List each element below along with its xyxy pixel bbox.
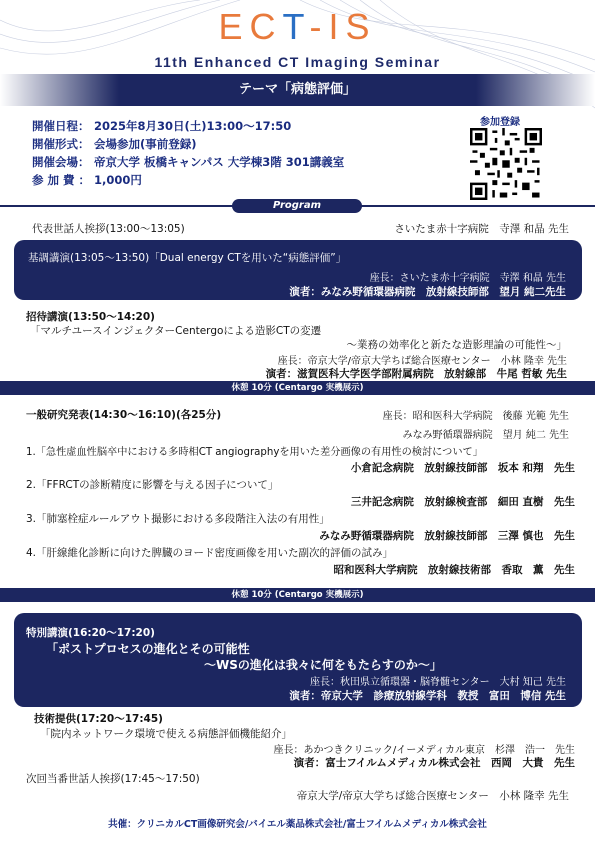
talk-1-title: 1.「急性虚血性脳卒中における多時相CT angiographyを用いた差分画像の有用性の検討について」 bbox=[26, 447, 483, 458]
invited-title: 招待講演(13:50〜14:20) bbox=[26, 311, 155, 323]
tech-chair: 座長：あかつきクリニック/イーメディカル東京 杉澤 浩一 先生 bbox=[273, 745, 575, 756]
invited-chair: 座長：帝京大学/帝京大学ちば総合医療センター 小林 隆幸 先生 bbox=[277, 356, 567, 367]
opening-title: 代表世話人挨拶(13:00〜13:05) bbox=[32, 223, 185, 235]
special-line1: 「ポストプロセスの進化とその可能性 bbox=[46, 642, 250, 656]
closing-speaker: 帝京大学/帝京大学ちば総合医療センター 小林 隆幸 先生 bbox=[296, 790, 569, 802]
theme-banner bbox=[0, 74, 595, 106]
keynote-speaker: 演者：みなみ野循環器病院 放射線技師部 望月 純二先生 bbox=[289, 286, 566, 298]
special-box bbox=[14, 613, 582, 707]
special-title: 特別講演(16:20〜17:20) bbox=[26, 627, 155, 639]
closing-title: 次回当番世話人挨拶(17:45〜17:50) bbox=[26, 773, 200, 785]
info-date: 開催日程： 2025年8月30日(土)13:00〜17:50 bbox=[32, 119, 292, 133]
qr-label: 参加登録 bbox=[480, 117, 520, 128]
break-1: 休憩 10分 (Centargo 実機展示) bbox=[0, 381, 595, 395]
event-info bbox=[32, 117, 344, 189]
opening-speaker: さいたま赤十字病院 寺澤 和晶 先生 bbox=[394, 223, 569, 235]
registration-qr-code[interactable] bbox=[470, 128, 542, 200]
invited-line2: 〜業務の効率化と新たな造影理論の可能性〜」 bbox=[346, 339, 567, 351]
general-title: 一般研究発表(14:30〜16:10)(各25分) bbox=[26, 409, 222, 421]
talk-2-speaker: 三井記念病院 放射線検査部 細田 直樹 先生 bbox=[350, 496, 575, 508]
special-line2: 〜WSの進化は我々に何をもたらすのか〜」 bbox=[204, 658, 442, 672]
special-speaker: 演者：帝京大学 診療放射線学科 教授 富田 博信 先生 bbox=[289, 690, 566, 702]
talk-1-speaker: 小倉記念病院 放射線技師部 坂本 和翔 先生 bbox=[350, 462, 575, 474]
keynote-chair: 座長：さいたま赤十字病院 寺澤 和晶 先生 bbox=[369, 273, 566, 284]
info-fee: 参 加 費 ： 1,000円 bbox=[32, 173, 142, 187]
talk-3-speaker: みなみ野循環器病院 放射線技師部 三澤 慎也 先生 bbox=[319, 530, 575, 542]
tech-speaker: 演者：富士フイルムメディカル株式会社 西岡 大貴 先生 bbox=[293, 757, 575, 769]
break-2: 休憩 10分 (Centargo 実機展示) bbox=[0, 588, 595, 602]
tech-line1: 「院内ネットワーク環境で使える病態評価機能紹介」 bbox=[40, 728, 292, 740]
seminar-subtitle: 11th Enhanced CT Imaging Seminar bbox=[154, 54, 441, 70]
program-divider bbox=[0, 199, 595, 213]
co-organizers: 共催：クリニカルCT画像研究会/バイエル薬品株式会社/富士フイルムメディカル株式会社 bbox=[108, 819, 487, 830]
special-chair: 座長：秋田県立循環器・脳脊髄センター 大村 知己 先生 bbox=[310, 677, 566, 688]
theme-title: テーマ「病態評価」 bbox=[238, 82, 356, 97]
talk-2-title: 2.「FFRCTの診断精度に影響を与える因子について」 bbox=[26, 479, 279, 491]
general-chair1: 座長：昭和医科大学病院 後藤 光範 先生 bbox=[382, 411, 569, 422]
ectis-logo: ECT-IS bbox=[218, 6, 377, 47]
invited-speaker: 演者：滋賀医科大学医学部附属病院 放射線部 牛尾 哲敏 先生 bbox=[265, 368, 567, 380]
talk-4-speaker: 昭和医科大学病院 放射線技術部 香取 薫 先生 bbox=[333, 564, 575, 576]
general-chair2: みなみ野循環器病院 望月 純二 先生 bbox=[402, 430, 569, 441]
tech-title: 技術提供(17:20〜17:45) bbox=[34, 713, 163, 725]
keynote-title: 基調講演(13:05〜13:50)「Dual energy CTを用いた“病態評価”」 bbox=[28, 252, 347, 264]
talk-3-title: 3.「肺塞栓症ルールアウト撮影における多段階注入法の有用性」 bbox=[26, 513, 330, 525]
info-format: 開催形式： 会場参加(事前登録) bbox=[32, 137, 197, 151]
program-label: Program bbox=[232, 199, 362, 213]
keynote-box bbox=[14, 240, 582, 300]
info-venue: 開催会場： 帝京大学 板橋キャンパス 大学棟3階 301講義室 bbox=[32, 155, 345, 169]
talk-4-title: 4.「肝線維化診断に向けた脾臓のヨード密度画像を用いた副次的評価の試み」 bbox=[26, 547, 394, 559]
invited-line1: 「マルチユースインジェクターCentergoによる造影CTの変遷 bbox=[30, 325, 322, 337]
